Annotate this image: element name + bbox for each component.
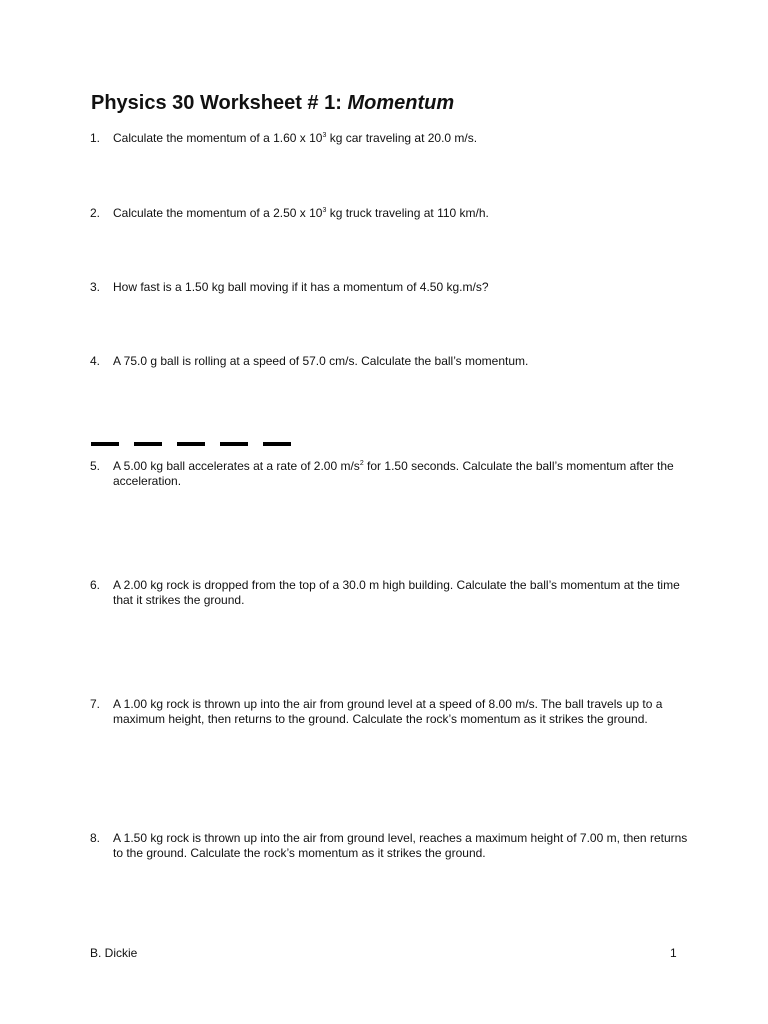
question-number: 7. (90, 697, 101, 711)
question-6 (90, 578, 690, 608)
question-8 (90, 831, 690, 861)
question-5 (90, 459, 690, 489)
question-text: How fast is a 1.50 kg ball moving if it has a momentum of 4.50 kg.m/s? (113, 280, 489, 294)
question-3 (90, 280, 690, 295)
question-number: 2. (90, 206, 101, 220)
question-1 (90, 131, 690, 146)
question-number: 4. (90, 354, 101, 368)
footer-page-number: 1 (670, 946, 677, 960)
question-text: Calculate the momentum of a 1.60 x $10^3$ kg car traveling at 20.0 m/s. (113, 131, 478, 145)
divider-dash (220, 442, 248, 446)
question-7 (90, 697, 690, 727)
divider-dash (134, 442, 162, 446)
worksheet-title (91, 92, 454, 115)
question-text: Calculate the momentum of a 2.50 x $10^3$ kg truck traveling at 110 km/h. (113, 206, 489, 220)
question-number: 6. (90, 578, 101, 592)
section-divider (91, 442, 291, 447)
footer-author: B. Dickie (90, 946, 138, 960)
question-2 (90, 206, 690, 221)
question-number: 8. (90, 831, 101, 845)
question-text: A 2.00 kg rock is dropped from the top of a 30.0 m high building. Calculate the ball’s momentum at the time that it strikes the ground. (113, 578, 680, 607)
divider-dash (177, 442, 205, 446)
divider-dash (263, 442, 291, 446)
question-text: A 1.00 kg rock is thrown up into the air from ground level at a speed of 8.00 m/s. The ball travels up to a maximum height, then returns to the ground. Calculate the rock’s momentum as it strikes the ground. (113, 697, 663, 726)
divider-dash (91, 442, 119, 446)
question-text: A 5.00 kg ball accelerates at a rate of 2.00 $m/s^2$ for 1.50 seconds. Calculate the ball’s momentum after the acceleration. (113, 459, 674, 488)
question-4 (90, 354, 690, 369)
question-text: A 75.0 g ball is rolling at a speed of 57.0 cm/s. Calculate the ball’s momentum. (113, 354, 529, 368)
question-text: A 1.50 kg rock is thrown up into the air from ground level, reaches a maximum height of 7.00 m, then returns to the ground. Calculate the rock’s momentum as it strikes the ground. (113, 831, 688, 860)
question-number: 1. (90, 131, 101, 145)
question-number: 3. (90, 280, 101, 294)
title-topic: Momentum (347, 92, 455, 114)
title-main: Physics 30 Worksheet # 1: (91, 92, 348, 114)
question-number: 5. (90, 459, 101, 473)
